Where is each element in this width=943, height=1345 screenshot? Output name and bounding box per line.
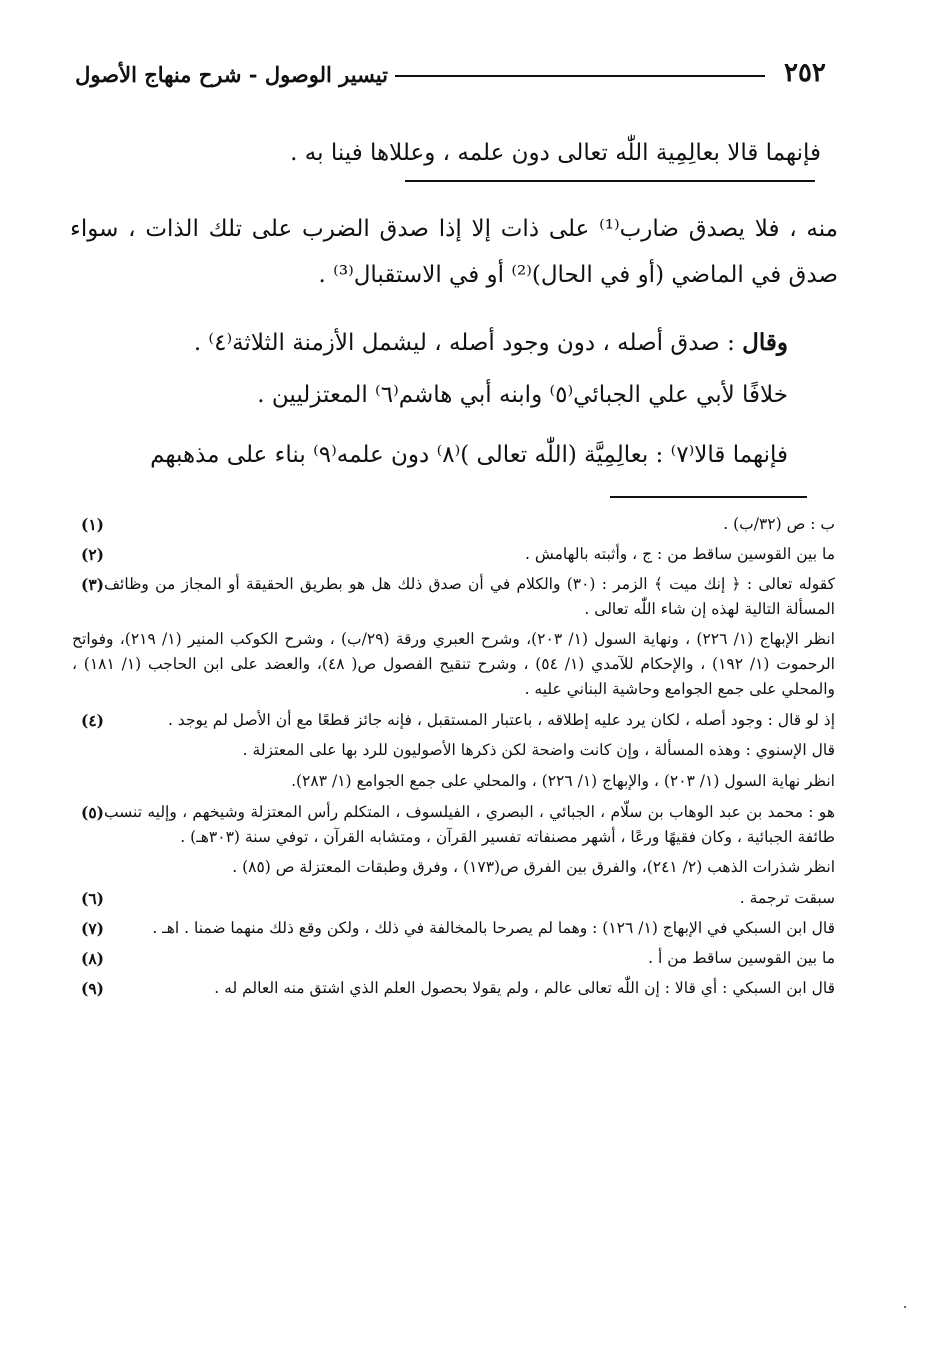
- footnote-text: سبقت ترجمة .: [739, 889, 835, 907]
- footnote-number: (٢): [80, 545, 104, 564]
- body-paragraph-2-text: : صدق أصله ، دون وجود أصله ، ليشمل الأزمنة الثلاثة⁽٤⁾ .: [193, 330, 743, 356]
- footnote-number: (٤): [80, 711, 104, 730]
- footnote-text: ما بين القوسين ساقط من : ج ، وأثبته بالهامش .: [525, 545, 835, 563]
- footnote-9: [72, 976, 835, 1001]
- footnote-4-isnawi: قال الإسنوي : وهذه المسألة ، وإن كانت واضحة لكن ذكرها الأصوليون للرد بها على المعتزلة .: [242, 741, 835, 759]
- footnote-text: قال ابن السبكي في الإبهاج (١/ ١٢٦) : وهما لم يصرحا بالمخالفة في ذلك ، ولكن وقع ذلك منهما ضمنا . اهـ .: [152, 919, 835, 937]
- body-paragraph-1: منه ، فلا يصدق ضارب⁽¹⁾ على ذات إلا إذا صدق الضرب على تلك الذات ، سواء صدق في الماضي (أو في الحال)⁽²⁾ أو في الاستقبال⁽³⁾ .: [70, 216, 838, 288]
- footnote-number: (٧): [80, 919, 104, 938]
- footnote-4: [72, 708, 835, 733]
- footnote-1: [72, 512, 835, 537]
- footnote-3-references: انظر الإبهاج (١/ ٢٢٦) ، ونهاية السول (١/ ٢٠٣)، وشرح العبري ورقة (٢٩/ب) ، وشرح الكوكب المنير (١/ ٢١٩)، وفواتح الرحموت (١/ ١٩٢) ، والإحكام للآمدي (١/ ٥٤) ، وشرح تنقيح الفصول ص( ٤٨)، والعضد على ابن الحاجب (١/ ١٨١) ، والمحلي على جمع الجوامع وحاشية البناني عليه .: [72, 630, 835, 698]
- footnote-number: (٣): [80, 575, 104, 594]
- footnote-text: ب : ص (٣٢/ب) .: [723, 515, 835, 533]
- footnote-8: [72, 946, 835, 971]
- qal-lead: وقال: [742, 329, 788, 356]
- footnote-text: هو : محمد بن عبد الوهاب بن سلّام ، الجبائي ، البصري ، الفيلسوف ، المتكلم رأس المعتزلة وشيخهم ، وإليه تنسب طائفة الجبائية ، وكان فقيهًا ورعًا ، أشهر مصنفاته تفسير القرآن ، ومتشابه القرآن ، توفي سنة (٣٠٣هـ) .: [104, 803, 835, 846]
- body-paragraph-2: [90, 320, 788, 366]
- footnote-text: كقوله تعالى : ﴿ إنك ميت ﴾ الزمر : (٣٠) والكلام في أن صدق ذلك هل هو بطريق الحقيقة أو المجاز من وظائف المسألة التالية لهذه إن شاء اللّٰه تعالى .: [104, 575, 835, 618]
- footnote-5-references: انظر شذرات الذهب (٢/ ٢٤١)، والفرق بين الفرق ص(١٧٣) ، وفرق وطبقات المعتزلة ص (٨٥) .: [232, 858, 835, 876]
- footnote-text: ما بين القوسين ساقط من أ .: [648, 949, 835, 967]
- footnote-5: [72, 800, 835, 850]
- footnote-text: قال ابن السبكي : أي قالا : إن اللّٰه تعالى عالم ، ولم يقولا بحصول العلم الذي اشتق منه العالم له .: [214, 979, 835, 997]
- footnote-number: (١): [80, 515, 104, 534]
- matn-quote: فإنهما قالا بعالِمِية اللّٰه تعالى دون علمه ، وعللاها فينا به .: [290, 140, 821, 166]
- footnote-number: (٨): [80, 949, 104, 968]
- footnote-text: إذ لو قال : وجود أصله ، لكان يرد عليه إطلاقه ، باعتبار المستقبل ، فإنه جائز قطعًا مع أن الأصل لم يوجد .: [167, 711, 835, 729]
- page-number: ٢٥٢: [784, 58, 826, 88]
- footnote-7: [72, 916, 835, 941]
- footnote-3: [72, 572, 835, 622]
- footnote-separator: [610, 496, 807, 498]
- footnote-number: (٩): [80, 979, 104, 998]
- matn-rule: [405, 180, 815, 182]
- footnote-2: [72, 542, 835, 567]
- footnote-4-references: انظر نهاية السول (١/ ٢٠٣) ، والإبهاج (١/ ٢٢٦) ، والمحلي على جمع الجوامع (١/ ٢٨٣).: [291, 772, 835, 790]
- scan-speck: [904, 1306, 906, 1308]
- header-rule: [395, 75, 765, 77]
- body-paragraph-3: خلافًا لأبي علي الجبائي⁽٥⁾ وابنه أبي هاشم⁽٦⁾ المعتزليين .: [257, 382, 788, 408]
- footnote-number: (٦): [80, 889, 104, 908]
- footnotes: [72, 512, 835, 1006]
- footnote-6: [72, 886, 835, 911]
- footnote-number: (٥): [80, 803, 104, 822]
- running-title: تيسير الوصول - شرح منهاج الأصول: [75, 62, 388, 87]
- body-paragraph-4: فإنهما قالا⁽٧⁾ : بعالِمِيَّة (اللّٰه تعالى )⁽٨⁾ دون علمه⁽٩⁾ بناء على مذهبهم: [150, 442, 788, 468]
